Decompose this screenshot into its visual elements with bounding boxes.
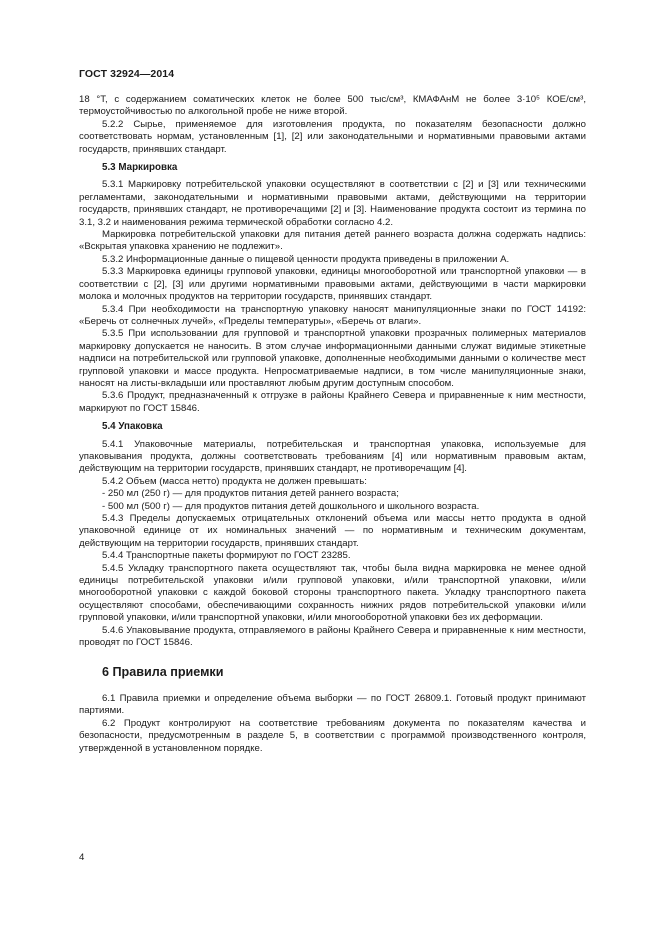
paragraph-5-4-5: 5.4.5 Укладку транспортного пакета осуществляют так, чтобы была видна маркировка не менее одной единицы потребительской упаковки и/или групповой упаковки, и/или транспортной упаковки, и/или многооборотной упаковки с каждой боковой стороны транспортного пакета. Укладку транспортного пакета осуществляют способами, обеспечивающими сохранность нижних рядов потребительской упаковки и/или групповой упаковки, и/или транспортной упаковки, и/или многооборотной упаковки без их деформации. [79, 562, 586, 624]
page-number: 4 [79, 852, 85, 863]
document-body [79, 94, 586, 755]
paragraph-5-4-3: 5.4.3 Пределы допускаемых отрицательных отклонений объема или массы нетто продукта в одной упаковочной единице от их номинальных значений — по нормативным и техническим документам, действующим на территории государств, принявших стандарт. [79, 513, 586, 549]
paragraph-5-4-1: 5.4.1 Упаковочные материалы, потребительская и транспортная упаковка, используемые для упаковывания продукта, должны соответствовать требованиям [4] или нормативным правовым актам, действующим на территории государств, принявших стандарт, не противоречащим [4]. [79, 438, 586, 475]
list-item: - 250 мл (250 г) — для продуктов питания детей раннего возраста; [102, 488, 399, 500]
paragraph-5-3-1-b: Маркировка потребительской упаковки для питания детей раннего возраста должна содержать надпись: «Вскрытая упаковка хранению не подлежит». [79, 229, 586, 253]
paragraph-5-3-3: 5.3.3 Маркировка единицы групповой упаковки, единицы многооборотной или транспортной упаковки — в соответствии с [2], [3] или другими нормативными правовыми актами, действующими в части маркировки молока и молочных продуктов на территории государств, принявших стандарт. [79, 266, 586, 303]
paragraph-6-2: 6.2 Продукт контролируют на соответствие требованиям документа по показателям качества и безопасности, предусмотренным в разделе 5, в соответствии с программой производственного контроля, утвержденной в установленном порядке. [79, 717, 586, 754]
paragraph-6-1: 6.1 Правила приемки и определение объема выборки — по ГОСТ 26809.1. Готовый продукт принимают партиями. [79, 692, 586, 717]
subsection-heading-5-4: 5.4 Упаковка [102, 421, 163, 433]
paragraph-5-2-2: 5.2.2 Сырье, применяемое для изготовления продукта, по показателям безопасности должно соответствовать нормам, установленным [1], [2] или законодательными и нормативными правовыми актами государств, принявших стандарт. [79, 118, 586, 155]
paragraph-5-3-1: 5.3.1 Маркировку потребительской упаковки осуществляют в соответствии с [2] и [3] или техническими регламентами, законодательными и нормативными правовыми актами, действующими на территории государств, принявших стандарт, не противоречащими [2] и [3]. Наименование продукта состоит из термина по 3.1, 3.2 и наименования режима термической обработки согласно 4.2. [79, 179, 586, 228]
paragraph-5-3-5: 5.3.5 При использовании для групповой и транспортной упаковки прозрачных полимерных материалов маркировку допускается не наносить. В этом случае информационными данными служат видимые этикетные надписи на потребительской или групповой упаковке, дополненные необходимыми данными о количестве мест групповой упаковки и массе продукта. Непросматриваемые надписи, в том числе манипуляционные знаки, наносят на листы-вкладыши или проставляют любым другим доступным способом. [79, 328, 586, 389]
paragraph-5-4-6: 5.4.6 Упаковывание продукта, отправляемого в районы Крайнего Севера и приравненные к ним местности, проводят по ГОСТ 15846. [79, 624, 586, 649]
paragraph-5-3-2: 5.3.2 Информационные данные о пищевой ценности продукта приведены в приложении А. [102, 253, 510, 265]
paragraph-5-4-4: 5.4.4 Транспортные пакеты формируют по ГОСТ 23285. [102, 550, 351, 562]
paragraph-5-4-2: 5.4.2 Объем (масса нетто) продукта не должен превышать: [102, 475, 367, 487]
paragraph-5-3-4: 5.3.4 При необходимости на транспортную упаковку наносят манипуляционные знаки по ГОСТ 14192: «Беречь от солнечных лучей», «Пределы температуры», «Беречь от влаги». [79, 303, 586, 327]
section-heading-6: 6 Правила приемки [102, 665, 224, 680]
paragraph-continuation: 18 °Т, с содержанием соматических клеток не более 500 тыс/см³, КМАФАнМ не более 3·10⁵ КОЕ/см³, термоустойчивостью по алкогольной пробе не ниже второй. [79, 94, 586, 118]
paragraph-5-3-6: 5.3.6 Продукт, предназначенный к отгрузке в районы Крайнего Севера и приравненные к ним местности, маркируют по ГОСТ 15846. [79, 390, 586, 414]
subsection-heading-5-3: 5.3 Маркировка [102, 162, 178, 174]
list-item: - 500 мл (500 г) — для продуктов питания детей дошкольного и школьного возраста. [102, 500, 480, 512]
document-header: ГОСТ 32924—2014 [79, 68, 175, 80]
